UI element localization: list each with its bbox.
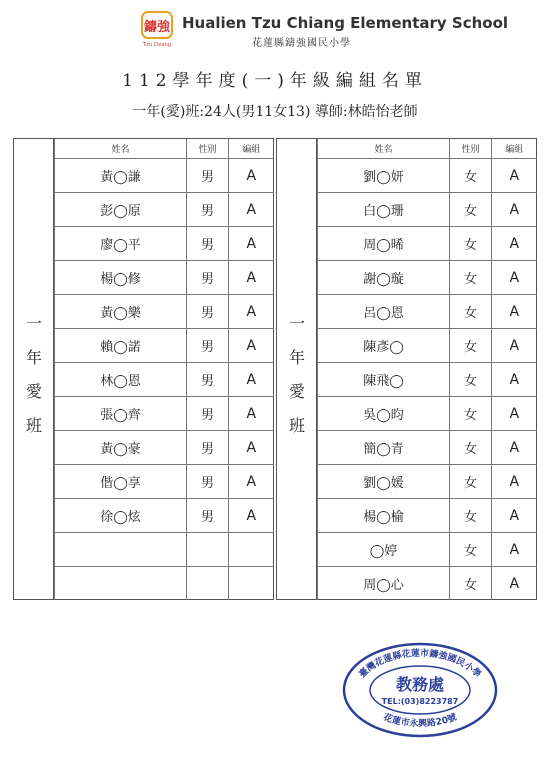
student-group-cell: A — [492, 465, 537, 499]
table-row — [318, 193, 537, 227]
student-name-cell: 簡◯青 — [318, 431, 450, 465]
table-row — [318, 295, 537, 329]
student-sex-cell: 女 — [450, 431, 492, 465]
class-label-char: 年 — [25, 348, 42, 367]
class-label-char: 愛 — [288, 382, 305, 401]
table-row — [318, 329, 537, 363]
student-group-cell: A — [229, 431, 274, 465]
class-label — [277, 307, 317, 443]
table-row — [318, 363, 537, 397]
student-sex-cell: 女 — [450, 397, 492, 431]
student-group-cell: A — [492, 397, 537, 431]
student-sex-cell: 女 — [450, 227, 492, 261]
student-sex-cell: 女 — [450, 567, 492, 601]
table-row — [55, 295, 274, 329]
class-label-column — [14, 139, 54, 599]
class-info: 一年(愛)班:24人(男11女13) 導師:林皓怡老師 — [132, 104, 418, 120]
table-row — [318, 499, 537, 533]
student-name-cell: 徐◯炫 — [55, 499, 187, 533]
school-name-chinese: 花蓮縣鑄強國民小學 — [252, 38, 351, 49]
student-sex-cell: 男 — [187, 397, 229, 431]
column-header-group: 編組 — [492, 139, 537, 159]
table-row — [318, 261, 537, 295]
student-group-cell: A — [229, 397, 274, 431]
student-name-cell — [55, 567, 187, 601]
student-sex-cell — [187, 567, 229, 601]
student-sex-cell: 女 — [450, 329, 492, 363]
student-sex-cell: 女 — [450, 159, 492, 193]
roster-girls — [276, 138, 537, 600]
student-group-cell: A — [229, 329, 274, 363]
class-label-char: 一 — [288, 314, 305, 333]
table-row — [55, 227, 274, 261]
student-name-cell: 吳◯昀 — [318, 397, 450, 431]
student-group-cell: A — [229, 227, 274, 261]
table-row — [55, 397, 274, 431]
student-name-cell: ◯婷 — [318, 533, 450, 567]
student-name-cell: 白◯珊 — [318, 193, 450, 227]
student-sex-cell: 女 — [450, 533, 492, 567]
roster-table-girls — [317, 139, 537, 600]
table-row — [55, 363, 274, 397]
student-name-cell: 黃◯謙 — [55, 159, 187, 193]
stamp-address-text: 花蓮市永興路20號 — [381, 712, 459, 730]
student-sex-cell: 女 — [450, 193, 492, 227]
roster-table-boys — [54, 139, 274, 600]
table-row — [55, 193, 274, 227]
student-group-cell: A — [229, 465, 274, 499]
table-row — [318, 159, 537, 193]
student-name-cell: 劉◯媛 — [318, 465, 450, 499]
column-header-name: 姓名 — [318, 139, 450, 159]
student-group-cell: A — [492, 295, 537, 329]
school-logo — [140, 10, 174, 50]
student-name-cell: 廖◯平 — [55, 227, 187, 261]
student-group-cell: A — [492, 159, 537, 193]
table-row — [318, 465, 537, 499]
class-label-char: 班 — [25, 416, 42, 435]
student-group-cell: A — [492, 533, 537, 567]
student-sex-cell: 男 — [187, 329, 229, 363]
student-sex-cell: 男 — [187, 499, 229, 533]
student-sex-cell: 男 — [187, 227, 229, 261]
stamp-ring-text: 臺灣花蓮縣花蓮市鑄強國民小學 — [357, 648, 483, 681]
student-name-cell: 楊◯修 — [55, 261, 187, 295]
column-header-group: 編組 — [229, 139, 274, 159]
logo-text: 鑄強 — [143, 20, 171, 35]
student-group-cell — [229, 533, 274, 567]
student-name-cell: 楊◯榆 — [318, 499, 450, 533]
student-name-cell: 陳彥◯ — [318, 329, 450, 363]
column-header-sex: 性別 — [187, 139, 229, 159]
table-row — [55, 329, 274, 363]
student-name-cell: 呂◯恩 — [318, 295, 450, 329]
student-group-cell: A — [492, 431, 537, 465]
student-sex-cell: 男 — [187, 261, 229, 295]
student-group-cell: A — [229, 159, 274, 193]
table-row — [318, 397, 537, 431]
student-sex-cell: 女 — [450, 261, 492, 295]
student-name-cell: 張◯齊 — [55, 397, 187, 431]
student-group-cell: A — [492, 261, 537, 295]
column-header-sex: 性別 — [450, 139, 492, 159]
class-label-column — [277, 139, 317, 599]
table-row — [318, 431, 537, 465]
student-name-cell: 偕◯享 — [55, 465, 187, 499]
school-header — [140, 10, 509, 54]
student-sex-cell: 男 — [187, 295, 229, 329]
student-sex-cell: 男 — [187, 159, 229, 193]
student-name-cell: 周◯晞 — [318, 227, 450, 261]
student-group-cell — [229, 567, 274, 601]
student-name-cell: 黃◯豪 — [55, 431, 187, 465]
office-stamp — [340, 640, 500, 740]
table-row — [55, 431, 274, 465]
column-header-name: 姓名 — [55, 139, 187, 159]
student-group-cell: A — [229, 363, 274, 397]
stamp-office-text: 教務處 — [395, 675, 445, 694]
student-sex-cell: 男 — [187, 431, 229, 465]
table-row — [318, 533, 537, 567]
table-row — [55, 465, 274, 499]
table-row — [55, 533, 274, 567]
student-sex-cell: 女 — [450, 363, 492, 397]
student-group-cell: A — [492, 193, 537, 227]
student-group-cell: A — [492, 227, 537, 261]
student-sex-cell: 男 — [187, 193, 229, 227]
roster-boys — [13, 138, 274, 600]
student-group-cell: A — [492, 329, 537, 363]
student-group-cell: A — [229, 499, 274, 533]
class-label-char: 年 — [288, 348, 305, 367]
table-row — [55, 159, 274, 193]
student-sex-cell: 男 — [187, 363, 229, 397]
class-label — [14, 307, 54, 443]
student-name-cell: 謝◯璇 — [318, 261, 450, 295]
class-label-char: 班 — [288, 416, 305, 435]
student-group-cell: A — [229, 193, 274, 227]
table-row — [318, 567, 537, 601]
student-group-cell: A — [492, 567, 537, 601]
student-sex-cell: 女 — [450, 295, 492, 329]
student-name-cell: 彭◯原 — [55, 193, 187, 227]
table-row — [55, 499, 274, 533]
student-sex-cell: 女 — [450, 465, 492, 499]
student-name-cell: 賴◯諾 — [55, 329, 187, 363]
table-row — [318, 227, 537, 261]
student-group-cell: A — [492, 363, 537, 397]
student-group-cell: A — [229, 261, 274, 295]
table-row — [55, 261, 274, 295]
student-name-cell: 周◯心 — [318, 567, 450, 601]
student-group-cell: A — [229, 295, 274, 329]
class-label-char: 愛 — [25, 382, 42, 401]
student-sex-cell: 男 — [187, 465, 229, 499]
class-label-char: 一 — [25, 314, 42, 333]
student-name-cell: 陳飛◯ — [318, 363, 450, 397]
school-name-english: Hualien Tzu Chiang Elementary School — [182, 14, 509, 32]
table-row — [55, 567, 274, 601]
student-name-cell — [55, 533, 187, 567]
student-name-cell: 劉◯妍 — [318, 159, 450, 193]
student-sex-cell — [187, 533, 229, 567]
student-sex-cell: 女 — [450, 499, 492, 533]
student-group-cell: A — [492, 499, 537, 533]
document-title: 112學年度(一)年級編組名單 — [122, 71, 428, 91]
student-name-cell: 黃◯樂 — [55, 295, 187, 329]
student-name-cell: 林◯恩 — [55, 363, 187, 397]
logo-subtext: Tzu Chiang — [143, 42, 171, 48]
stamp-phone-text: TEL:(03)8223787 — [381, 697, 459, 706]
